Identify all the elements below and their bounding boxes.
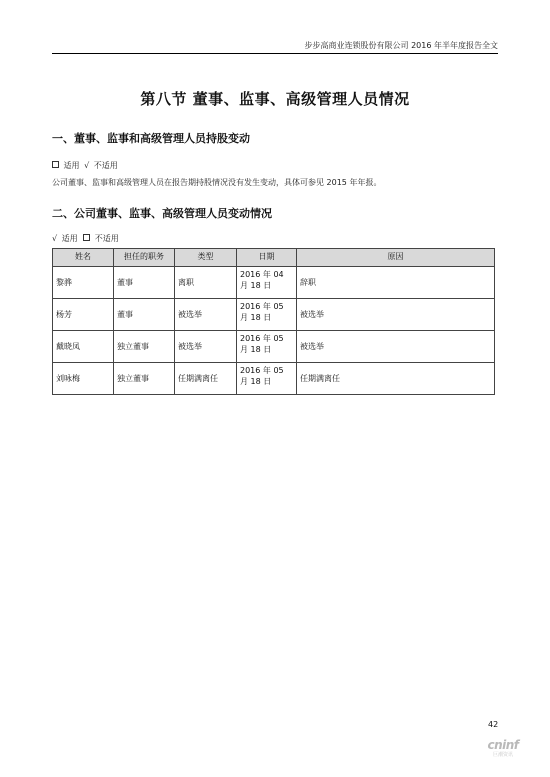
section2-heading: 二、公司董事、监事、高级管理人员变动情况 [52,207,272,220]
cell-position: 董事 [114,267,175,299]
applies-label: 适用 [61,234,78,243]
cell-position: 独立董事 [114,363,175,395]
header-divider [52,53,498,54]
cell-date: 2016 年 05 月 18 日 [237,299,297,331]
cell-name: 戴晓凤 [53,331,114,363]
cell-reason: 任期满离任 [297,363,495,395]
management-changes-table [52,248,495,395]
table-header-row [53,249,495,267]
page-number: 42 [488,720,499,729]
check-mark-icon: √ [84,161,90,170]
column-header-position: 担任的职务 [114,249,175,267]
report-header-title: 步步高商业连锁股份有限公司 2016 年半年度报告全文 [304,41,498,50]
section1-body-text: 公司董事、监事和高级管理人员在报告期持股情况没有发生变动，具体可参见 2015 年年报。 [52,178,382,187]
column-header-reason: 原因 [297,249,495,267]
table-row [53,267,495,299]
cell-position: 董事 [114,299,175,331]
cell-name: 杨芳 [53,299,114,331]
applies-label: 适用 [63,161,80,170]
table-row [53,299,495,331]
cell-type: 被选举 [175,299,237,331]
column-header-type: 类型 [175,249,237,267]
check-mark-icon: √ [52,234,58,243]
cell-type: 任期满离任 [175,363,237,395]
column-header-name: 姓名 [53,249,114,267]
cell-reason: 被选举 [297,331,495,363]
cell-name: 刘咏梅 [53,363,114,395]
cell-reason: 辞职 [297,267,495,299]
cell-date: 2016 年 05 月 18 日 [237,363,297,395]
cell-date: 2016 年 05 月 18 日 [237,331,297,363]
cell-type: 被选举 [175,331,237,363]
applies-checkbox-icon [52,161,59,168]
column-header-date: 日期 [237,249,297,267]
watermark-sub-text: 巨潮资讯 [492,752,513,758]
not-applies-checkbox-icon [83,234,90,241]
section1-applicability [52,160,118,171]
not-applies-label: 不适用 [93,161,118,170]
table-row [53,331,495,363]
cell-date: 2016 年 04 月 18 日 [237,267,297,299]
watermark-logo-text: cninf [487,738,519,752]
page-title: 第八节 董事、监事、高级管理人员情况 [140,90,410,108]
cninfo-watermark-logo [472,738,534,758]
cell-reason: 被选举 [297,299,495,331]
section2-applicability [52,233,119,244]
table-row [53,363,495,395]
not-applies-label: 不适用 [94,234,119,243]
cell-name: 黎骅 [53,267,114,299]
cell-position: 独立董事 [114,331,175,363]
cell-type: 离职 [175,267,237,299]
section1-heading: 一、董事、监事和高级管理人员持股变动 [52,132,250,145]
